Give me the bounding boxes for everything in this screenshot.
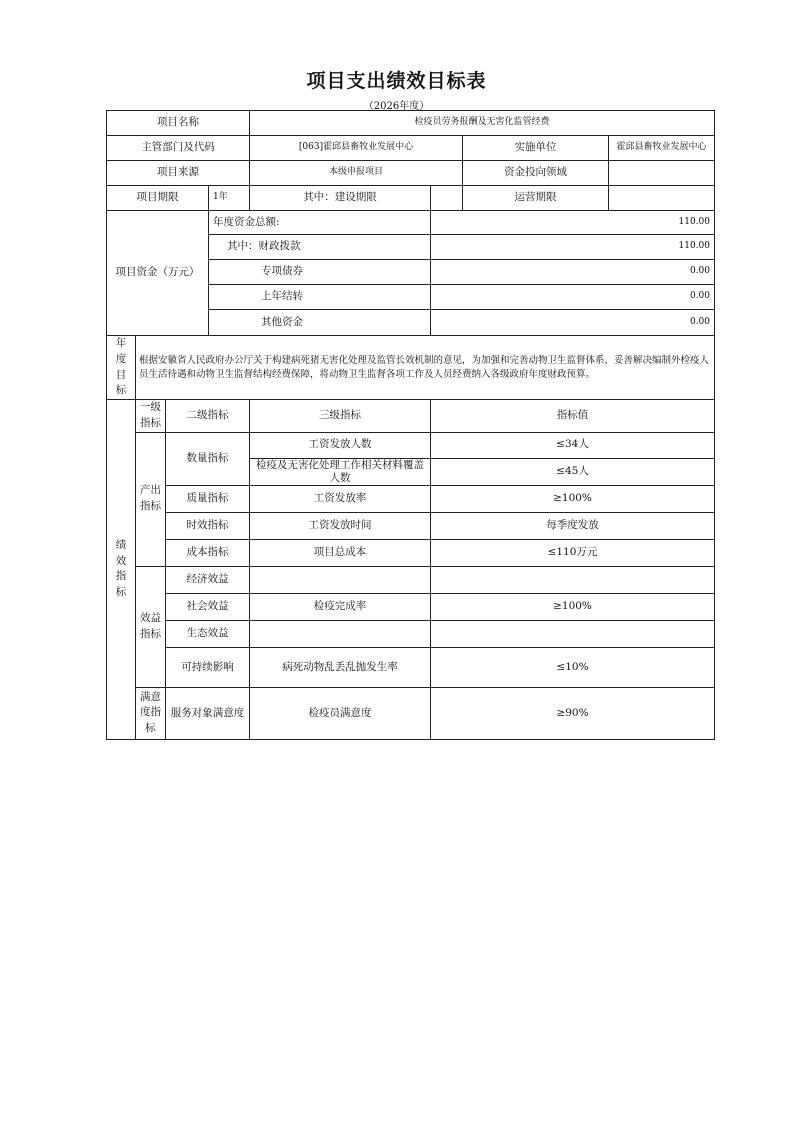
indicator-name: 项目总成本 [250,539,431,566]
row-department [107,136,715,161]
annual-objective-label: 年度目标 [107,336,136,400]
project-name-value: 检疫员劳务报酬及无害化监管经费 [250,111,715,136]
indicator-value: ≥100% [431,485,715,512]
benefit-indicator-label: 效益指标 [136,566,166,687]
level1-header: 一级指标 [136,400,166,433]
fund-item-label: 年度资金总额: [209,211,431,235]
fund-item-value: 110.00 [431,211,715,235]
indicator-value: ≤34人 [431,432,715,458]
operation-period-label: 运营期限 [463,186,609,211]
fund-item-value: 0.00 [431,310,715,336]
fund-item-label: 上年结转 [209,285,431,310]
indicator-row [107,566,715,593]
indicator-value: ≤10% [431,647,715,687]
fund-item-label: 其中：财政拨款 [209,235,431,260]
indicator-header-row [107,400,715,433]
funds-label: 项目资金（万元） [107,211,209,336]
period-label: 项目期限 [107,186,209,211]
level2-header: 二级指标 [166,400,250,433]
department-value: [063]霍邱县畜牧业发展中心 [250,136,463,161]
indicator-value: ≤45人 [431,458,715,485]
page-title: 项目支出绩效目标表 [306,70,487,92]
indicator-value: ≥90% [431,687,715,739]
fund-field-value [609,161,715,186]
level3-header: 三级指标 [250,400,431,433]
indicator-name [250,620,431,647]
economic-benefit-label: 经济效益 [166,566,250,593]
indicator-row [107,432,715,458]
social-benefit-label: 社会效益 [166,593,250,620]
build-period-value [431,186,463,211]
output-indicator-label: 产出指标 [136,432,166,566]
impl-unit-value: 霍邱县畜牧业发展中心 [609,136,715,161]
indicator-value [431,620,715,647]
indicator-value: 每季度发放 [431,512,715,539]
indicator-row [107,485,715,512]
indicator-name: 工资发放时间 [250,512,431,539]
indicator-name: 检疫及无害化处理工作相关材料覆盖人数 [250,458,431,485]
impl-unit-label: 实施单位 [463,136,609,161]
performance-indicators-label: 绩效指标 [107,400,136,740]
fund-item-value: 110.00 [431,235,715,260]
indicator-row [107,539,715,566]
indicator-name: 病死动物乱丢乱抛发生率 [250,647,431,687]
ecological-benefit-label: 生态效益 [166,620,250,647]
indicator-name: 工资发放率 [250,485,431,512]
department-label: 主管部门及代码 [107,136,250,161]
indicator-value: ≥100% [431,593,715,620]
fund-row [107,211,715,235]
operation-period-value [609,186,715,211]
fiscal-year: （2026年度） [363,101,430,112]
fund-item-value: 0.00 [431,285,715,310]
indicator-name: 检疫员满意度 [250,687,431,739]
indicator-name [250,566,431,593]
indicator-row [107,512,715,539]
annual-objective-text: 根据安徽省人民政府办公厅关于构建病死猪无害化处理及监管长效机制的意见，为加强和完善动物卫生监督体系，妥善解决编制外检疫人员生活待遇和动物卫生监督结构经费保障，将动物卫生监督各项工作及人员经费纳入各级政府年度财政预算。 [136,336,715,400]
row-annual-objective [107,336,715,400]
fund-field-label: 资金投向领域 [463,161,609,186]
fund-item-value: 0.00 [431,260,715,285]
performance-target-table [106,110,715,740]
timeliness-indicator-label: 时效指标 [166,512,250,539]
period-value: 1年 [209,186,250,211]
source-value: 本级申报项目 [250,161,463,186]
indicator-name: 检疫完成率 [250,593,431,620]
indicator-row [107,647,715,687]
indicator-value [431,566,715,593]
row-source [107,161,715,186]
row-project-name [107,111,715,136]
sustainable-impact-label: 可持续影响 [166,647,250,687]
source-label: 项目来源 [107,161,250,186]
row-period [107,186,715,211]
project-name-label: 项目名称 [107,111,250,136]
indicator-row [107,593,715,620]
value-header: 指标值 [431,400,715,433]
indicator-name: 工资发放人数 [250,432,431,458]
indicator-value: ≤110万元 [431,539,715,566]
satisfaction-indicator-label: 满意度指标 [136,687,166,739]
fund-item-label: 其他资金 [209,310,431,336]
cost-indicator-label: 成本指标 [166,539,250,566]
build-period-label: 其中：建设期限 [250,186,431,211]
service-satisfaction-label: 服务对象满意度 [166,687,250,739]
indicator-row [107,620,715,647]
quantity-indicator-label: 数量指标 [166,432,250,485]
quality-indicator-label: 质量指标 [166,485,250,512]
fund-item-label: 专项债券 [209,260,431,285]
indicator-row [107,687,715,739]
